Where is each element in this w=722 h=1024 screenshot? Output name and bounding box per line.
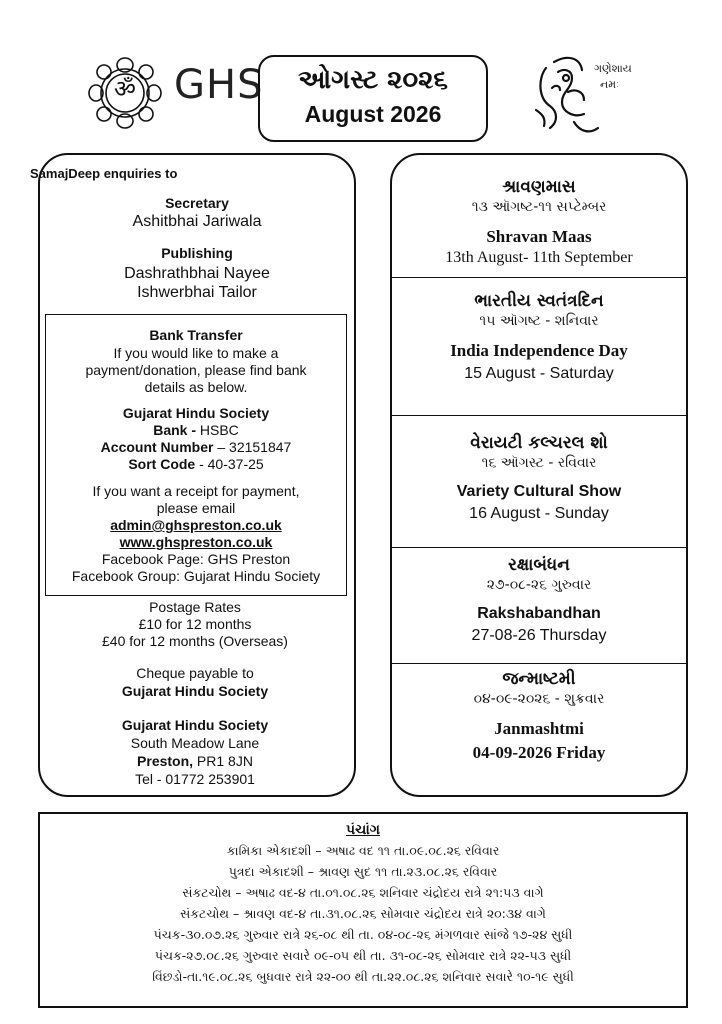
event-rakshabandhan <box>392 555 686 645</box>
publishing-heading: Publishing <box>161 245 233 261</box>
event-date-english: 15 August - Saturday <box>464 365 614 382</box>
month-title-english: August 2026 <box>304 101 442 127</box>
cheque-org: Gujarat Hindu Society <box>121 683 269 699</box>
cheque-line: Cheque payable to <box>136 665 254 681</box>
bank-intro-1: If you would like to make a <box>113 345 279 361</box>
panchang-line: પંચક-૨૭.૦૮.૨૬ ગુરુવાર સવારે ૦૯-૦૫ થી તા. ૩૧-૦૮-૨૬ સોમવાર રાત્રે ૨૨-૫૩ સુધી <box>154 948 572 963</box>
bank-value: HSBC <box>196 422 239 438</box>
event-title-gujarati: જન્માષ્ટમી <box>502 669 576 689</box>
panchang-line: સંકટચોથ – અષાઢ વદ-૪ તા.૦૧.૦૮.૨૬ શનિવાર ચંદ્રોદય રાત્રે ૨૧:૫૩ વાગે <box>182 885 544 900</box>
event-title-english: Shravan Maas <box>486 227 592 246</box>
event-date-english: 27-08-26 Thursday <box>471 627 607 644</box>
address-city <box>38 753 352 770</box>
bank-intro-2: payment/donation, please find bank <box>85 362 307 378</box>
publishing-name-1: Dashrathbhai Nayee <box>124 265 270 282</box>
panchang-line: વિંછડો-તા.૧૯.૦૮.૨૬ બુધવાર રાત્રે ૨૨-૦૦ થી તા.૨૨.૦૮.૨૬ શનિવાર સવારે ૧૦-૧૯ સુધી <box>152 969 574 984</box>
ganesh-emblem <box>528 48 632 140</box>
address-city-name: Preston, <box>137 753 194 769</box>
bank-heading: Bank Transfer <box>149 327 243 343</box>
bank-label: Bank - <box>153 422 196 438</box>
event-date-gujarati: ૧૬ ઑગસ્ટ - રવિવાર <box>481 455 597 471</box>
bank-org: Gujarat Hindu Society <box>122 405 270 421</box>
event-divider <box>392 663 686 664</box>
email-link[interactable] <box>46 517 346 534</box>
address-org: Gujarat Hindu Society <box>121 717 269 733</box>
event-divider <box>392 415 686 416</box>
event-divider <box>392 547 686 548</box>
event-title-gujarati: રક્ષાબંધન <box>508 555 570 575</box>
receipt-line-2: please email <box>156 500 236 516</box>
bank-transfer-box <box>45 314 347 596</box>
panchang-line: સંકટચોથ – શ્રાવણ વદ-૪ તા.૩૧.૦૮.૨૬ સોમવાર ચંદ્રોદય રાત્રે ૨૦:૩૪ વાગે <box>180 906 546 921</box>
event-date-english: 16 August - Sunday <box>469 505 609 522</box>
account-row <box>46 439 346 456</box>
event-date-gujarati: ૦૪-૦૯-૨૦૨૬ - શુક્રવાર <box>473 691 605 707</box>
month-title-gujarati: ઓગસ્ટ ૨૦૨૬ <box>298 65 448 95</box>
panchang-line: કામિકા એકાદશી – અષાઢ વદ ૧૧ તા.૦૯.૦૮.૨૬ રવિવાર <box>226 843 500 858</box>
event-title-english: Janmashtmi <box>494 719 584 738</box>
event-date-english: 04-09-2026 Friday <box>472 743 606 762</box>
receipt-line-1: If you want a receipt for payment, <box>92 483 300 499</box>
postage-heading: Postage Rates <box>149 599 241 615</box>
event-title-gujarati: વેરાયટી કલ્ચરલ શો <box>470 433 608 453</box>
sort-code-row <box>46 456 346 473</box>
event-title-english: India Independence Day <box>450 341 628 360</box>
postage-line-2: £40 for 12 months (Overseas) <box>102 633 288 649</box>
panchang-line: પુત્રદા એકાદશી – શ્રાવણ સુદ ૧૧ તા.૨૩.૦૮.૨૬ રવિવાર <box>228 864 498 879</box>
postage-line-1: £10 for 12 months <box>138 616 252 632</box>
facebook-page: Facebook Page: GHS Preston <box>101 551 291 567</box>
account-label: Account Number <box>100 439 214 455</box>
bank-name-row <box>46 422 346 439</box>
logo-text: GHS <box>174 62 264 108</box>
ghs-logo <box>86 52 264 134</box>
account-value: – 32151847 <box>213 439 292 455</box>
secretary-name: Ashitbhai Jariwala <box>132 213 262 230</box>
website-link[interactable] <box>46 534 346 551</box>
event-janmashtmi <box>392 669 686 763</box>
email-link-text[interactable]: admin@ghspreston.co.uk <box>110 517 282 533</box>
ganesh-icon <box>528 48 632 140</box>
om-symbol: ॐ <box>114 75 136 103</box>
event-variety-show <box>392 433 686 523</box>
svg-text:ગણેશાય: ગણેશાય <box>594 62 632 75</box>
svg-text:નમઃ: નમઃ <box>600 78 620 91</box>
panchang-box <box>38 812 688 1008</box>
panchang-line: પંચક-૩૦.૦૭.૨૬ ગુરુવાર રાત્રે ૨૬-૦૮ થી તા. ૦૪-૦૮-૨૬ મંગળવાર સાંજે ૧૭-૨૪ સુધી <box>153 927 573 942</box>
events-panel <box>390 153 688 797</box>
secretary-heading: Secretary <box>165 195 229 211</box>
event-date-gujarati: ૧૩ ઑગષ્ટ-૧૧ સપ્ટેમ્બર <box>471 199 607 215</box>
event-date-english: 13th August- 11th September <box>445 249 633 266</box>
month-title-box <box>258 55 488 142</box>
event-date-gujarati: ૧૫ ઑગષ્ટ - શનિવાર <box>479 313 599 329</box>
event-shravan <box>392 177 686 267</box>
address-postcode: PR1 8JN <box>193 753 253 769</box>
website-link-text[interactable]: www.ghspreston.co.uk <box>119 534 273 550</box>
facebook-group: Facebook Group: Gujarat Hindu Society <box>71 568 321 584</box>
event-title-gujarati: ભારતીય સ્વતંત્રદિન <box>474 291 604 311</box>
event-divider <box>392 277 686 278</box>
event-title-english: Variety Cultural Show <box>456 483 622 500</box>
telephone: Tel - 01772 253901 <box>135 771 255 787</box>
publishing-name-2: Ishwerbhai Tailor <box>137 284 257 301</box>
sort-value: - 40-37-25 <box>195 456 264 472</box>
event-title-gujarati: શ્રાવણમાસ <box>502 177 576 197</box>
event-date-gujarati: ૨૭-૦૮-૨૬ ગુરુવાર <box>486 577 592 593</box>
enquiries-heading: SamajDeep enquiries to <box>30 166 178 181</box>
panchang-title: પંચાંગ <box>346 822 380 838</box>
event-independence-day <box>392 291 686 383</box>
event-title-english: Rakshabandhan <box>477 605 601 622</box>
bank-intro-3: details as below. <box>144 379 248 395</box>
sort-label: Sort Code <box>128 456 196 472</box>
address-street: South Meadow Lane <box>130 735 260 751</box>
